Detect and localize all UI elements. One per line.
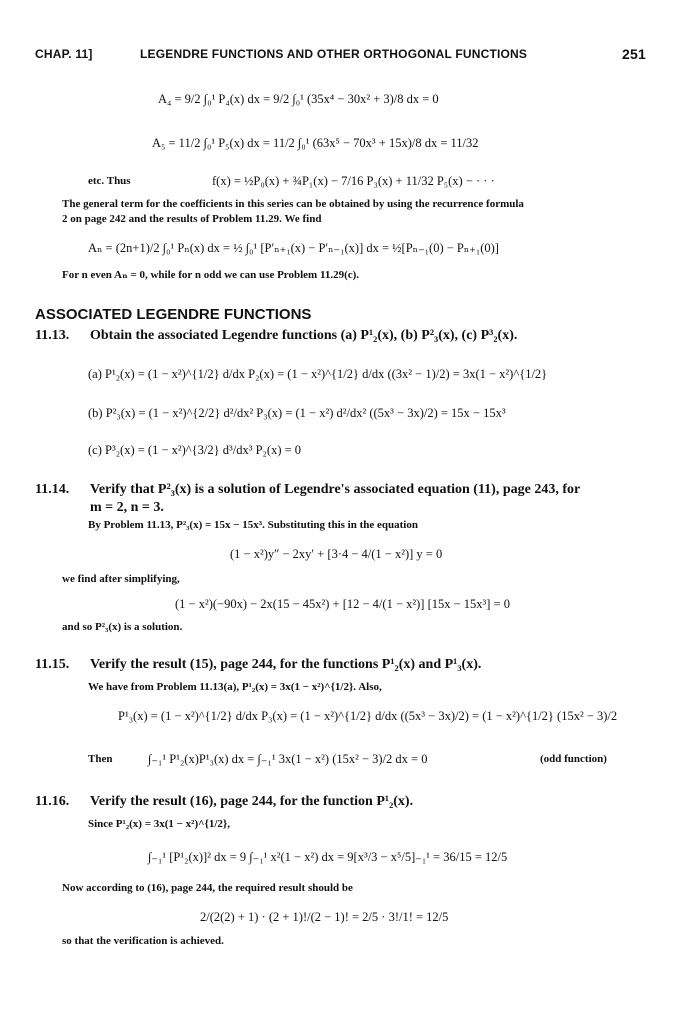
equation-11-15-orthogonality: ∫₋₁¹ P¹₂(x)P¹₃(x) dx = ∫₋₁¹ 3x(1 − x²) (15x² − 3)/2 dx = 0 xyxy=(148,752,428,766)
paragraph-11-15-1: We have from Problem 11.13(a), P¹₂(x) = 3x(1 − x²)^{1/2}. Also, xyxy=(88,681,382,693)
paragraph-11-16-2: Now according to (16), page 244, the required result should be xyxy=(62,882,353,894)
equation-11-13-b: (b) P²₃(x) = (1 − x²)^{2/2} d²/dx² P₃(x) = (1 − x²) d²/dx² ((5x³ − 3x)/2) = 15x − 15x³ xyxy=(88,406,506,420)
paragraph-11-14-3: and so P²₃(x) is a solution. xyxy=(62,621,183,633)
paragraph-11-14-1: By Problem 11.13, P²₃(x) = 15x − 15x³. Substituting this in the equation xyxy=(88,519,418,531)
problem-number-11-13: 11.13. xyxy=(35,328,70,343)
note-odd-function: (odd function) xyxy=(540,753,607,765)
running-title: LEGENDRE FUNCTIONS AND OTHER ORTHOGONAL FUNCTIONS xyxy=(140,47,528,61)
equation-11-15-p13: P¹₃(x) = (1 − x²)^{1/2} d/dx P₃(x) = (1 − x²)^{1/2} d/dx ((5x³ − 3x)/2) = (1 − x²)^{1/2} (15x² − 3)/2 xyxy=(118,709,618,723)
equation-a4: A₄ = 9/2 ∫₀¹ P₄(x) dx = 9/2 ∫₀¹ (35x⁴ − 30x² + 3)/8 dx = 0 xyxy=(158,92,439,106)
paragraph-general-term-2: 2 on page 242 and the results of Problem 11.29. We find xyxy=(62,213,322,225)
page-number: 251 xyxy=(622,46,646,62)
equation-an: Aₙ = (2n+1)/2 ∫₀¹ Pₙ(x) dx = ½ ∫₀¹ [P′ₙ₊₁(x) − P′ₙ₋₁(x)] dx = ½[Pₙ₋₁(0) − Pₙ₊₁(0)] xyxy=(88,241,499,255)
problem-number-11-16: 11.16. xyxy=(35,794,70,809)
problem-statement-11-14-line2: m = 2, n = 3. xyxy=(90,500,164,515)
problem-statement-11-13: Obtain the associated Legendre functions (a) P¹₂(x), (b) P²₃(x), (c) P³₂(x). xyxy=(90,328,518,343)
chapter-label: CHAP. 11] xyxy=(35,47,93,61)
equation-11-13-c: (c) P³₂(x) = (1 − x²)^{3/2} d³/dx³ P₂(x) = 0 xyxy=(88,443,302,457)
problem-number-11-15: 11.15. xyxy=(35,657,70,672)
problem-statement-11-15: Verify the result (15), page 244, for the functions P¹₂(x) and P¹₃(x). xyxy=(90,657,482,672)
equation-a5: A₅ = 11/2 ∫₀¹ P₅(x) dx = 11/2 ∫₀¹ (63x⁵ − 70x³ + 15x)/8 dx = 11/32 xyxy=(152,136,479,150)
paragraph-11-16-3: so that the verification is achieved. xyxy=(62,935,224,947)
paragraph-11-16-1: Since P¹₂(x) = 3x(1 − x²)^{1/2}, xyxy=(88,818,230,830)
equation-11-14-simplified: (1 − x²)(−90x) − 2x(15 − 45x²) + [12 − 4/(1 − x²)] [15x − 15x³] = 0 xyxy=(175,597,510,611)
equation-fx-series: f(x) = ½P₀(x) + ¾P₁(x) − 7/16 P₃(x) + 11/32 P₅(x) − · · · xyxy=(212,174,495,188)
equation-11-16-integral: ∫₋₁¹ [P¹₂(x)]² dx = 9 ∫₋₁¹ x²(1 − x²) dx = 9[x³/3 − x⁵/5]₋₁¹ = 36/15 = 12/5 xyxy=(148,850,508,864)
paragraph-11-14-2: we find after simplifying, xyxy=(62,573,180,585)
problem-number-11-14: 11.14. xyxy=(35,482,70,497)
problem-statement-11-14-line1: Verify that P²₃(x) is a solution of Legendre's associated equation (11), page 243, for xyxy=(90,482,581,497)
section-heading: ASSOCIATED LEGENDRE FUNCTIONS xyxy=(35,306,312,323)
paragraph-general-term-1: The general term for the coefficients in this series can be obtained by using the recurrence formula xyxy=(62,198,524,210)
equation-11-13-a: (a) P¹₂(x) = (1 − x²)^{1/2} d/dx P₂(x) = (1 − x²)^{1/2} d/dx ((3x² − 1)/2) = 3x(1 − x²)^{1/2} xyxy=(88,367,548,381)
paragraph-even-odd: For n even Aₙ = 0, while for n odd we can use Problem 11.29(c). xyxy=(62,269,360,281)
then-label: Then xyxy=(88,753,113,765)
equation-11-16-required: 2/(2(2) + 1) · (2 + 1)!/(2 − 1)! = 2/5 · 3!/1! = 12/5 xyxy=(200,910,449,924)
equation-11-14-associated: (1 − x²)y″ − 2xy′ + [3·4 − 4/(1 − x²)] y = 0 xyxy=(230,547,443,561)
problem-statement-11-16: Verify the result (16), page 244, for the function P¹₂(x). xyxy=(90,794,414,809)
etc-thus-label: etc. Thus xyxy=(88,175,131,187)
